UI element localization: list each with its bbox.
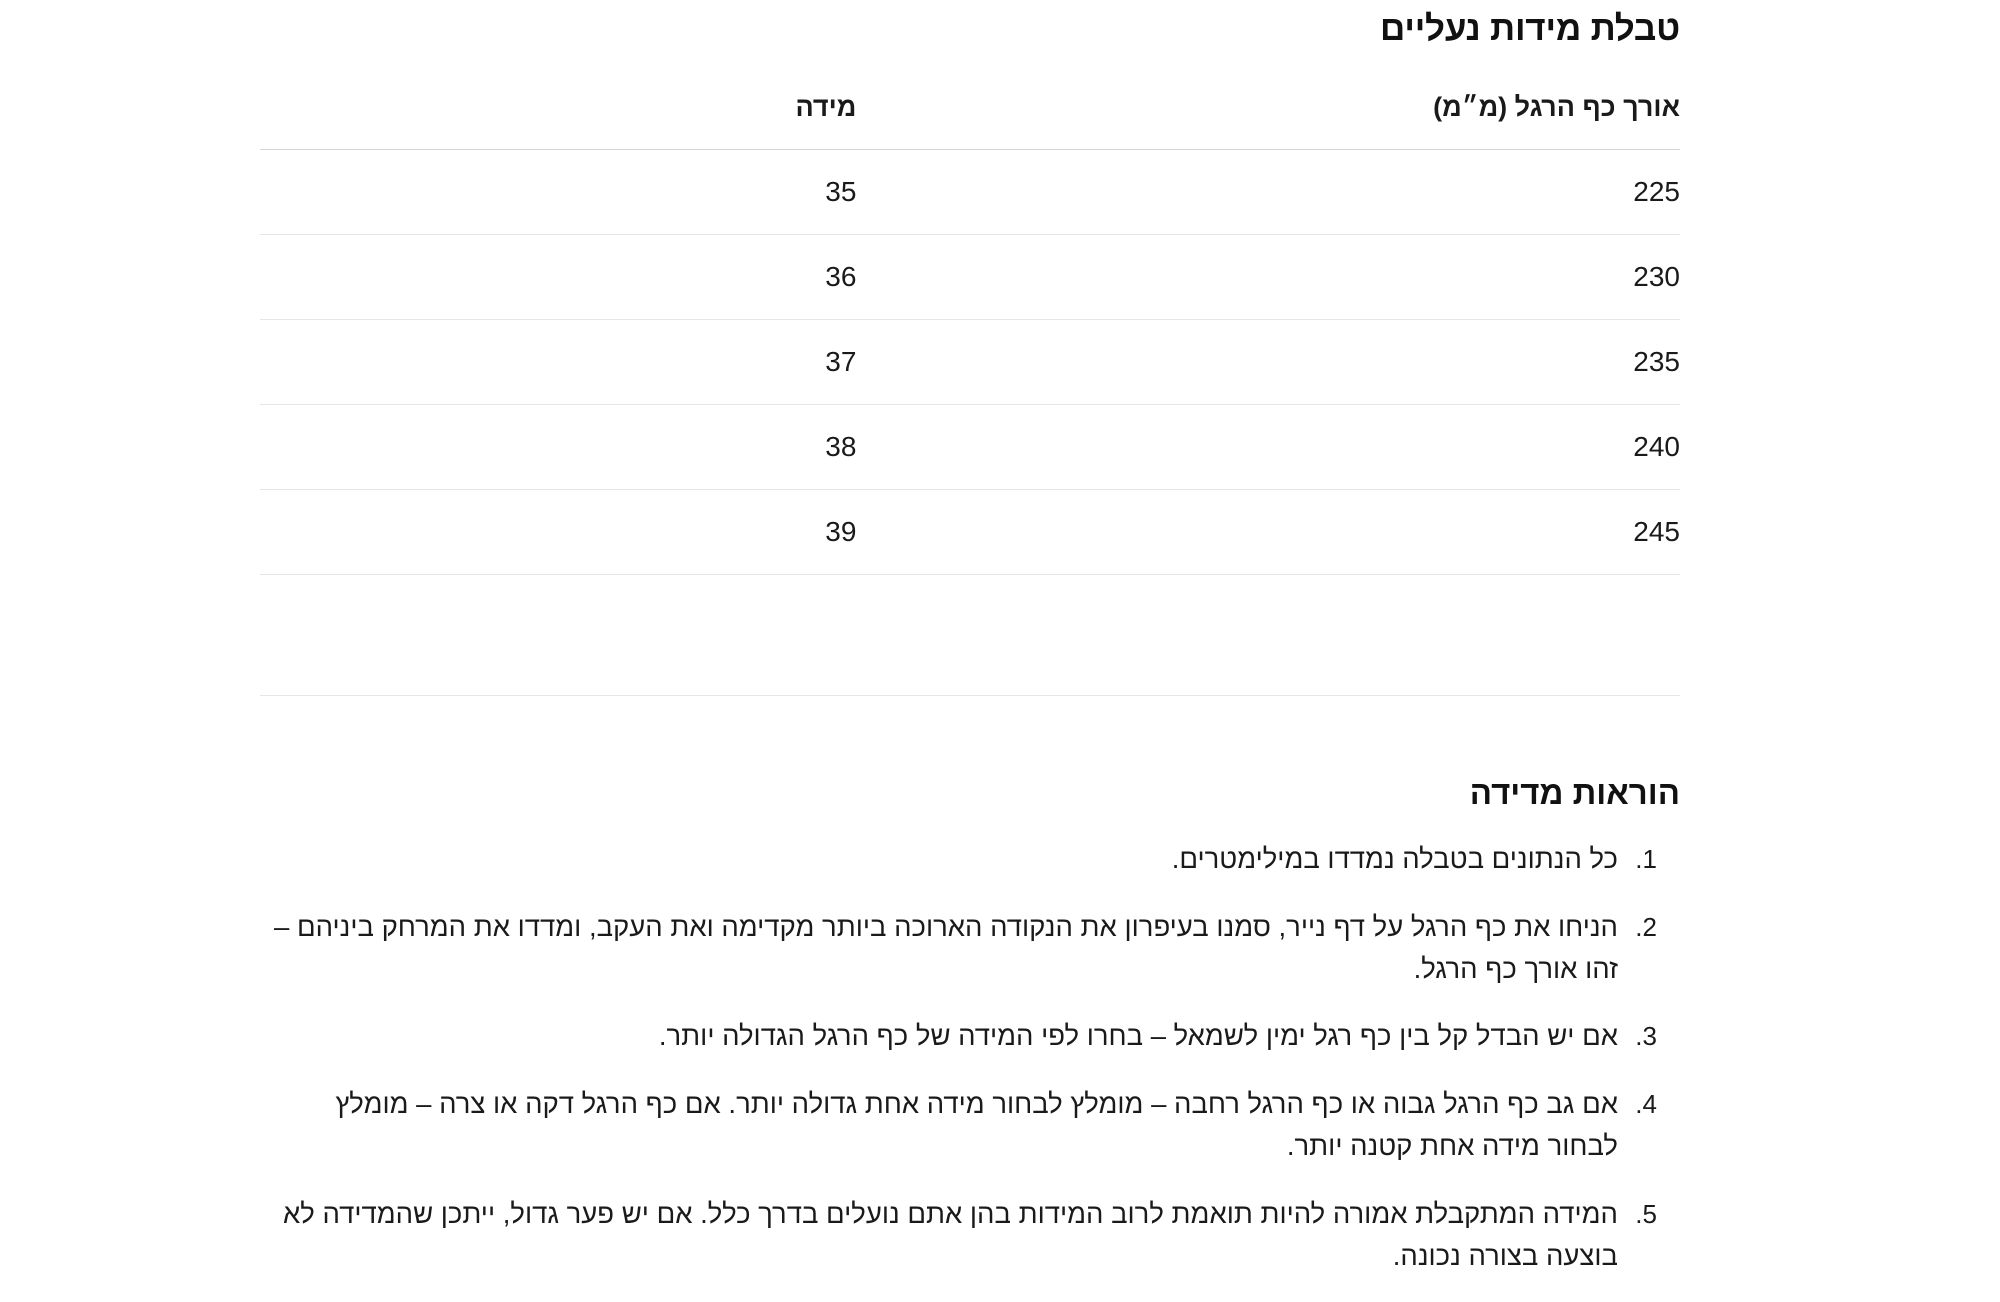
table-row xyxy=(260,405,1680,490)
cell-size: 37 xyxy=(260,320,856,405)
cell-foot-length: 235 xyxy=(856,320,1680,405)
shoe-size-table xyxy=(260,92,1680,696)
instructions-title: הוראות מדידה xyxy=(1469,774,1680,811)
table-row xyxy=(260,150,1680,235)
list-item: 2. הניחו את כף הרגל על דף נייר, סמנו בעיפרון את הנקודה הארוכה ביותר מקדימה ואת העקב, ומדדו את המרחק ביניהם – זהו אורך כף הרגל. xyxy=(260,906,1628,990)
cell-size: 36 xyxy=(260,235,856,320)
cell-foot-length: 245 xyxy=(856,490,1680,575)
cell-size: 39 xyxy=(260,490,856,575)
document-page xyxy=(0,8,2000,1276)
page-title: טבלת מידות נעליים xyxy=(1380,9,1680,48)
cell-empty xyxy=(260,575,856,696)
cell-foot-length: 225 xyxy=(856,150,1680,235)
table-spacer-row xyxy=(260,575,1680,696)
table-row xyxy=(260,320,1680,405)
list-item: 5. המידה המתקבלת אמורה להיות תואמת לרוב המידות בהן אתם נועלים בדרך כלל. אם יש פער גדול, ייתכן שהמדידה לא בוצעה בצורה נכונה. xyxy=(260,1193,1628,1277)
cell-empty xyxy=(856,575,1680,696)
column-header-size: מידה xyxy=(260,92,856,150)
list-item: 1. כל הנתונים בטבלה נמדדו במילימטרים. xyxy=(260,838,1628,880)
cell-foot-length: 240 xyxy=(856,405,1680,490)
table-body xyxy=(260,150,1680,696)
table-row xyxy=(260,235,1680,320)
table-row xyxy=(260,490,1680,575)
list-item: 4. אם גב כף הרגל גבוה או כף הרגל רחבה – מומלץ לבחור מידה אחת גדולה יותר. אם כף הרגל דקה או צרה – מומלץ לבחור מידה אחת קטנה יותר. xyxy=(260,1083,1628,1167)
column-header-foot-length: אורך כף הרגל (מ״מ) xyxy=(856,92,1680,150)
cell-size: 38 xyxy=(260,405,856,490)
table-header xyxy=(260,92,1680,150)
cell-foot-length: 230 xyxy=(856,235,1680,320)
content-column xyxy=(260,8,1680,1276)
list-item: 3. אם יש הבדל קל בין כף רגל ימין לשמאל – בחרו לפי המידה של כף הרגל הגדולה יותר. xyxy=(260,1015,1628,1057)
instructions-list xyxy=(260,838,1680,1276)
table-header-row xyxy=(260,92,1680,150)
cell-size: 35 xyxy=(260,150,856,235)
